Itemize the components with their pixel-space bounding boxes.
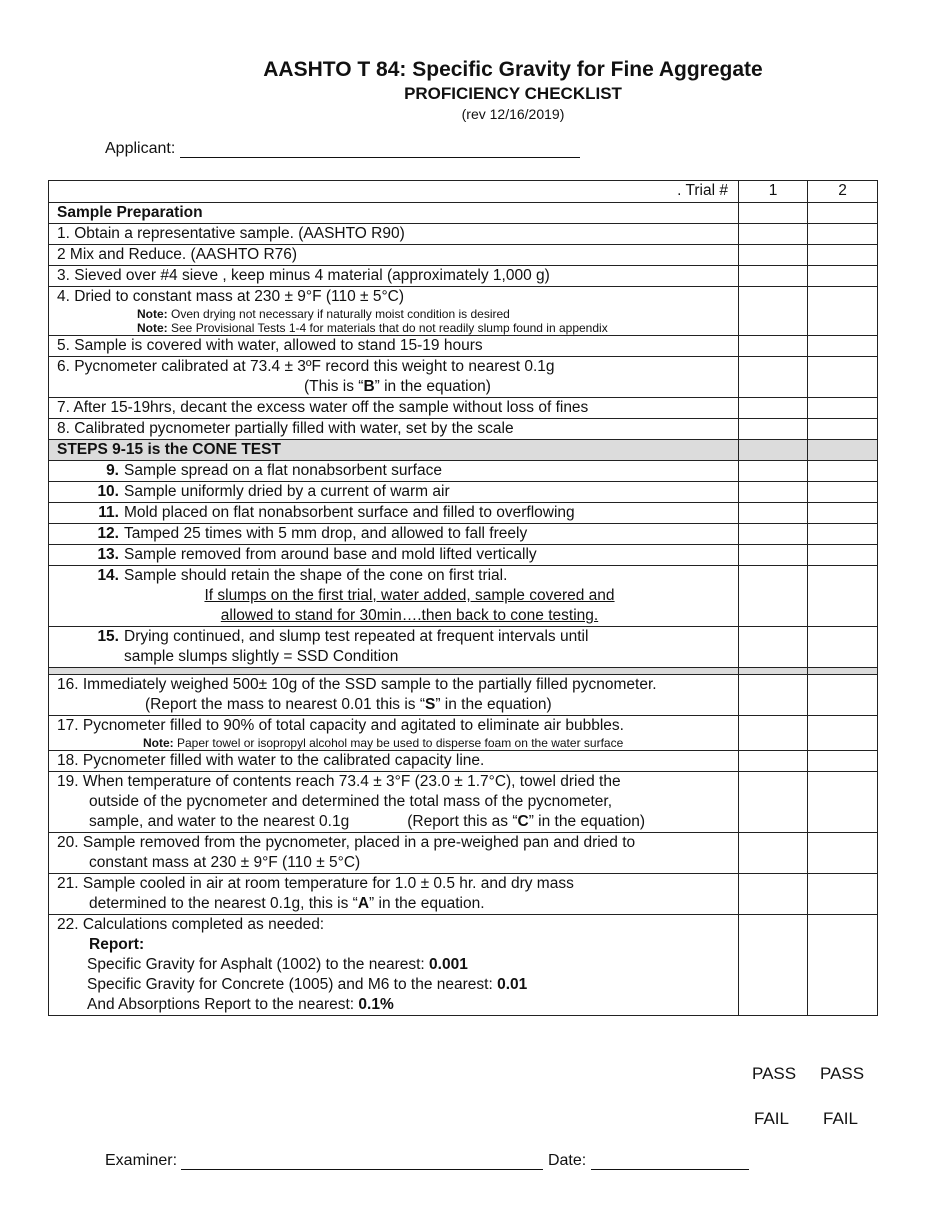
step-text: 3. Sieved over #4 sieve , keep minus 4 material (approximately 1,000 g) [49,266,739,287]
trial-1-cell[interactable] [739,627,808,668]
step-note [57,307,738,321]
step-cell [49,524,739,545]
step-text: Sample removed from around base and mold lifted vertically [124,546,537,563]
page-subtitle: PROFICIENCY CHECKLIST [404,84,622,103]
step-number: 10. [97,483,119,500]
section-row [49,440,878,461]
table-row [49,461,878,482]
eq-text: ” in the equation) [435,696,552,713]
step-text: 7. After 15-19hrs, decant the excess water off the sample without loss of fines [49,398,739,419]
section-row [49,203,878,224]
eq-text: ” in the equation. [369,895,485,912]
step-cell [49,482,739,503]
trial-2-header: 2 [808,181,878,203]
trial-label: . Trial # [49,181,739,203]
table-row [49,398,878,419]
step-text: Sample spread on a flat nonabsorbent surface [124,462,442,479]
report-value: 0.1% [358,996,394,1013]
trial-2-cell[interactable] [808,503,878,524]
step-text: 22. Calculations completed as needed: [57,916,325,933]
step-equation-var [57,377,738,397]
trial-1-cell[interactable] [739,245,808,266]
step-text: 18. Pycnometer filled with water to the calibrated capacity line. [49,751,739,772]
table-row [49,566,878,627]
fail-trial-1[interactable]: FAIL [754,1109,789,1128]
report-heading: Report: [89,936,145,953]
step-text: constant mass at 230 ± 9°F (110 ± 5°C) [89,854,361,871]
trial-1-cell[interactable] [739,772,808,833]
trial-2-cell[interactable] [808,336,878,357]
trial-2-cell[interactable] [808,245,878,266]
trial-1-cell[interactable] [739,461,808,482]
table-row [49,716,878,751]
table-row [49,751,878,772]
step-cell [49,627,739,668]
step-text: 5. Sample is covered with water, allowed to stand 15-19 hours [49,336,739,357]
note-text: Paper towel or isopropyl alcohol may be used to disperse foam on the water surface [173,736,624,750]
eq-var: B [363,378,375,395]
step-number: 13. [97,546,119,563]
step-text: Sample uniformly dried by a current of warm air [124,483,450,500]
eq-text: ” in the equation) [528,813,646,830]
step-text: 16. Immediately weighed 500± 10g of the SSD sample to the partially filled pycnometer. [57,676,657,693]
step-number: 15. [97,628,119,645]
trial-1-cell[interactable] [739,224,808,245]
step-number: 9. [106,462,119,479]
step-cell [49,545,739,566]
report-line [57,975,738,995]
trial-2-cell[interactable] [808,419,878,440]
table-row [49,482,878,503]
step-cell [49,287,739,336]
report-value: 0.001 [429,956,468,973]
examiner-row [105,1152,749,1170]
trial-1-header: 1 [739,181,808,203]
report-line [57,955,738,975]
applicant-field[interactable] [180,143,580,158]
date-label: Date: [547,1152,587,1169]
eq-text: determined to the nearest 0.1g, this is “ [89,895,358,912]
trial-2-cell[interactable] [808,627,878,668]
trial-1-cell[interactable] [739,566,808,627]
trial-1-cell[interactable] [739,524,808,545]
trial-2-cell[interactable] [808,566,878,627]
step-cell [49,716,739,751]
examiner-label: Examiner: [105,1152,178,1169]
divider-row [49,668,878,675]
step-equation-var [57,812,738,832]
report-text: Specific Gravity for Asphalt (1002) to the nearest: [87,956,430,973]
trial-2-cell[interactable] [808,203,878,224]
trial-2-cell[interactable] [808,716,878,751]
table-row [49,675,878,716]
trial-2-cell[interactable] [808,675,878,716]
report-line [57,995,738,1015]
eq-var: A [357,895,370,912]
step-note [57,321,738,335]
applicant-row [105,140,580,158]
step-text: sample, and water to the nearest 0.1g [89,813,350,830]
trial-2-cell[interactable] [808,545,878,566]
step-cell [49,566,739,627]
step-text: 4. Dried to constant mass at 230 ± 9°F (110 ± 5°C) [57,288,405,305]
trial-1-cell[interactable] [739,716,808,751]
trial-1-cell[interactable] [739,503,808,524]
trial-1-cell[interactable] [739,675,808,716]
eq-text: ” in the equation) [374,378,491,395]
note-label: Note: [143,736,174,750]
report-value: 0.01 [497,976,528,993]
note-label: Note: [137,307,168,321]
trial-2-cell[interactable] [808,874,878,915]
trial-1-cell[interactable] [739,482,808,503]
eq-text: (Report this as “ [407,813,518,830]
trial-1-cell[interactable] [739,357,808,398]
revision-date: (rev 12/16/2019) [461,106,565,122]
step-cell [49,772,739,833]
step-text: 20. Sample removed from the pycnometer, placed in a pre-weighed pan and dried to [57,834,636,851]
table-row [49,874,878,915]
table-row [49,287,878,336]
step-number: 14. [97,567,119,584]
trial-2-cell[interactable] [808,461,878,482]
note-text: Oven drying not necessary if naturally moist condition is desired [167,307,510,321]
trial-2-cell[interactable] [808,524,878,545]
note-text: See Provisional Tests 1-4 for materials that do not readily slump found in appendix [167,321,608,335]
trial-2-cell[interactable] [808,287,878,336]
note-label: Note: [137,321,168,335]
trial-1-cell[interactable] [739,833,808,874]
trial-1-cell[interactable] [739,266,808,287]
page-title: AASHTO T 84: Specific Gravity for Fine Aggregate [263,58,763,81]
trial-1-cell[interactable] [739,203,808,224]
pass-trial-2[interactable]: PASS [820,1064,865,1083]
table-row [49,524,878,545]
applicant-label: Applicant: [105,140,176,157]
trial-1-cell[interactable] [739,419,808,440]
step-text: 2 Mix and Reduce. (AASHTO R76) [49,245,739,266]
step-cell [49,833,739,874]
eq-text: (This is “ [304,378,364,395]
trial-1-cell[interactable] [739,915,808,1016]
step-text: 8. Calibrated pycnometer partially filled with water, set by the scale [49,419,739,440]
step-text: 19. When temperature of contents reach 73.4 ± 3°F (23.0 ± 1.7°C), towel dried the [57,773,621,790]
table-row [49,772,878,833]
step-text: Tamped 25 times with 5 mm drop, and allowed to fall freely [124,525,528,542]
trial-1-cell[interactable] [739,336,808,357]
trial-1-cell[interactable] [739,751,808,772]
table-row [49,915,878,1016]
table-row [49,503,878,524]
step-cell [49,915,739,1016]
step-text: sample slumps slightly = SSD Condition [124,648,399,665]
trial-1-cell[interactable] [739,398,808,419]
step-cell [49,461,739,482]
trial-2-cell[interactable] [808,751,878,772]
step-text: 21. Sample cooled in air at room temperature for 1.0 ± 0.5 hr. and dry mass [57,875,574,892]
table-row [49,336,878,357]
step-text: Drying continued, and slump test repeated at frequent intervals until [124,628,589,645]
fail-trial-2[interactable]: FAIL [823,1109,858,1128]
step-text: Mold placed on flat nonabsorbent surface and filled to overflowing [124,504,575,521]
table-row [49,833,878,874]
report-text: And Absorptions Report to the nearest: [87,996,359,1013]
step-equation-var [57,695,738,715]
step-cell [49,503,739,524]
section-sample-preparation: Sample Preparation [49,203,739,224]
trial-2-cell[interactable] [808,398,878,419]
trial-1-cell [739,440,808,461]
trial-2-cell[interactable] [808,224,878,245]
eq-var: S [424,696,436,713]
step-text: 17. Pycnometer filled to 90% of total capacity and agitated to eliminate air bubbles. [57,717,624,734]
trial-1-cell[interactable] [739,545,808,566]
table-row [49,224,878,245]
trial-2-cell[interactable] [808,772,878,833]
step-number: 11. [98,504,119,521]
step-cell [49,675,739,716]
checklist-table [48,180,878,1016]
table-row [49,627,878,668]
table-row [49,357,878,398]
step-number: 12. [97,525,119,542]
examiner-field[interactable] [181,1155,543,1170]
step-note [57,736,738,750]
trial-2-cell [808,440,878,461]
step-cell [49,357,739,398]
trial-1-cell[interactable] [739,287,808,336]
report-text: Specific Gravity for Concrete (1005) and M6 to the nearest: [87,976,498,993]
table-row [49,419,878,440]
trial-header-row [49,181,878,203]
table-row [49,266,878,287]
eq-var: C [517,813,529,830]
step-equation-var [57,894,738,914]
trial-2-cell[interactable] [808,357,878,398]
trial-1-cell[interactable] [739,874,808,915]
trial-2-cell[interactable] [808,482,878,503]
table-row [49,245,878,266]
table-row [49,545,878,566]
step-text: outside of the pycnometer and determined the total mass of the pycnometer, [89,793,612,810]
section-cone-test: STEPS 9-15 is the CONE TEST [49,440,739,461]
step-text: Sample should retain the shape of the cone on first trial. [124,567,508,584]
step-text: 1. Obtain a representative sample. (AASHTO R90) [49,224,739,245]
trial-2-cell[interactable] [808,915,878,1016]
step-instruction: allowed to stand for 30min….then back to cone testing. [220,607,599,624]
eq-text: (Report the mass to nearest 0.01 this is “ [145,696,425,713]
date-field[interactable] [591,1155,749,1170]
trial-2-cell[interactable] [808,833,878,874]
step-text: 6. Pycnometer calibrated at 73.4 ± 3ºF record this weight to nearest 0.1g [57,358,555,375]
step-cell [49,874,739,915]
pass-trial-1[interactable]: PASS [752,1064,797,1083]
step-instruction: If slumps on the first trial, water added, sample covered and [204,587,615,604]
trial-2-cell[interactable] [808,266,878,287]
